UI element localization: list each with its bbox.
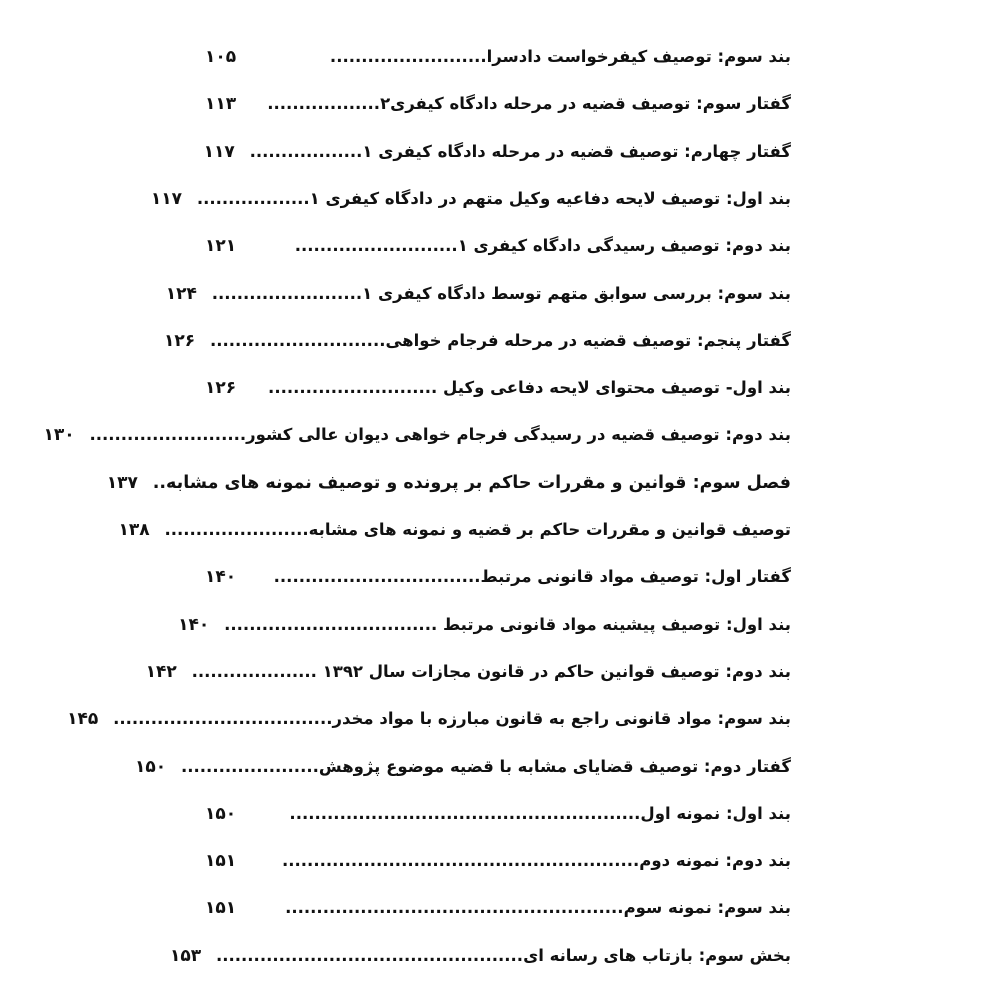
- toc-entry-title: بند سوم: نمونه سوم......................................................: [285, 898, 791, 918]
- toc-entry-page-number: ۱۴۵: [67, 709, 99, 730]
- toc-entry: [163, 324, 791, 358]
- toc-entry-title: توصیف قوانین و مقررات حاکم بر قضیه و نمونه های مشابه.......................: [164, 520, 791, 539]
- toc-entry: [134, 750, 791, 784]
- toc-entry: [205, 891, 791, 925]
- toc-entry-title: بند سوم: مواد قانونی راجع به قانون مبارزه با مواد مخدر...................................: [113, 709, 791, 729]
- toc-entry-title: بند سوم: توصیف کیفرخواست دادسرا.........................: [329, 47, 791, 66]
- toc-entry: [205, 560, 791, 594]
- toc-entry-title: گفتار چهارم: توصیف قضیه در مرحله دادگاه کیفری ۱..................: [249, 141, 791, 161]
- toc-entry: [67, 702, 791, 736]
- toc-entry-page-number: ۱۳۰: [43, 425, 75, 446]
- toc-entry-title: بند اول: توصیف لایحه دفاعیه وکیل متهم در دادگاه کیفری ۱..................: [196, 188, 791, 208]
- toc-entry: [178, 608, 791, 642]
- toc-entry-page-number: ۱۵۰: [134, 756, 167, 777]
- toc-entry-title: گفتار دوم: توصیف قضایای مشابه با قضیه موضوع پژوهش......................: [180, 756, 791, 776]
- toc-entry-page-number: ۱۳۸: [118, 520, 150, 540]
- toc-entry-page-number: ۱۱۷: [150, 188, 182, 209]
- toc-entry: [169, 939, 791, 973]
- toc-entry-page-number: ۱۲۴: [165, 283, 197, 304]
- toc-entry-page-number: ۱۴۰: [205, 567, 237, 588]
- toc-entry: [145, 655, 791, 689]
- toc-entry-title: بند دوم: نمونه دوم.........................................................: [281, 851, 791, 871]
- toc-entry-page-number: ۱۵۱: [205, 898, 237, 919]
- toc-entry-title: بند دوم: توصیف رسیدگی دادگاه کیفری ۱..........................: [294, 236, 791, 256]
- toc-entry-title: گفتار سوم: توصیف قضیه در مرحله دادگاه کیفری۲..................: [267, 94, 791, 114]
- toc-entry-title: بند اول: نمونه اول........................................................: [289, 803, 791, 823]
- toc-entry-page-number: ۱۴۲: [145, 661, 177, 682]
- toc-entry-page-number: ۱۲۶: [205, 378, 237, 399]
- toc-entry: [43, 418, 791, 452]
- toc-entry: [205, 371, 791, 405]
- toc-entry-page-number: ۱۴۰: [178, 614, 210, 635]
- toc-entry: [150, 182, 791, 216]
- toc-entry: [205, 229, 791, 263]
- toc-entry-page-number: ۱۳۷: [106, 472, 138, 493]
- toc-chapter-heading: [106, 466, 791, 500]
- toc-entry-title: بند اول- توصیف محتوای لایحه دفاعی وکیل ...........................: [268, 378, 791, 398]
- toc-entry: [205, 40, 791, 74]
- toc-entry-title: گفتار پنجم: توصیف قضیه در مرحله فرجام خواهی............................: [209, 330, 791, 350]
- toc-entry-page-number: ۱۵۱: [205, 851, 237, 872]
- toc-entry-title: بند دوم: توصیف قضیه در رسیدگی فرجام خواهی دیوان عالی کشور.........................: [89, 425, 791, 445]
- toc-entry-title: بخش سوم: بازتاب های رسانه ای.................................................: [215, 945, 791, 965]
- toc-entry-title: فصل سوم: قوانین و مقررات حاکم بر پرونده و توصیف نمونه های مشابه..: [152, 472, 791, 493]
- toc-entry-page-number: ۱۱۷: [203, 141, 235, 162]
- toc-entry-page-number: ۱۲۱: [205, 236, 237, 257]
- toc-entry: [205, 135, 791, 169]
- toc-entry-page-number: ۱۲۶: [163, 330, 196, 351]
- toc-entry-page-number: ۱۱۳: [205, 94, 237, 115]
- toc-entry-page-number: ۱۵۰: [205, 803, 237, 824]
- toc-entry: [118, 513, 791, 547]
- toc-entry: [165, 277, 791, 311]
- toc-entry-title: گفتار اول: توصیف مواد قانونی مرتبط.................................: [273, 567, 791, 587]
- toc-entry-title: بند اول: توصیف پیشینه مواد قانونی مرتبط ..................................: [224, 614, 791, 634]
- toc-entry: [205, 844, 791, 878]
- toc-entry: [205, 797, 791, 831]
- toc-entry-title: بند سوم: بررسی سوابق متهم توسط دادگاه کیفری ۱........................: [211, 283, 791, 303]
- toc-entry: [205, 87, 791, 121]
- toc-entry-title: بند دوم: توصیف قوانین حاکم در قانون مجازات سال ۱۳۹۲ ....................: [191, 661, 791, 681]
- toc-entry-page-number: ۱۰۵: [205, 47, 237, 67]
- toc-entry-page-number: ۱۵۳: [169, 945, 202, 966]
